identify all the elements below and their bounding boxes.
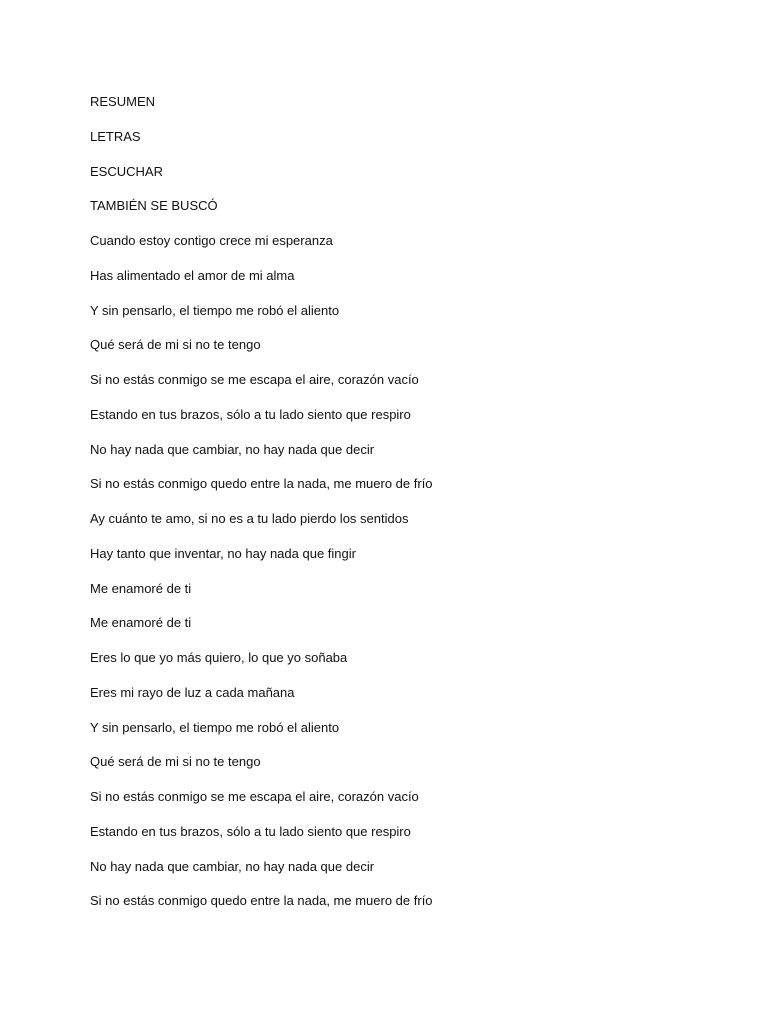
- heading-tambien-se-busco: TAMBIÉN SE BUSCÓ: [90, 198, 218, 214]
- lyric-line: Y sin pensarlo, el tiempo me robó el aliento: [90, 719, 340, 735]
- lyric-line: Has alimentado el amor de mi alma: [90, 267, 295, 283]
- lyric-line: No hay nada que cambiar, no hay nada que decir: [90, 858, 375, 874]
- lyric-line: Me enamoré de ti: [90, 580, 192, 596]
- lyric-line: Hay tanto que inventar, no hay nada que fingir: [90, 545, 356, 561]
- lyric-line: Si no estás conmigo quedo entre la nada, me muero de frío: [90, 476, 433, 492]
- lyric-line: No hay nada que cambiar, no hay nada que decir: [90, 441, 375, 457]
- lyric-line: Estando en tus brazos, sólo a tu lado siento que respiro: [90, 823, 411, 839]
- lyric-line: Qué será de mi si no te tengo: [90, 754, 261, 770]
- heading-letras: LETRAS: [90, 128, 141, 144]
- lyric-line: Eres mi rayo de luz a cada mañana: [90, 684, 295, 700]
- heading-resumen: RESUMEN: [90, 94, 156, 109]
- lyric-line: Si no estás conmigo se me escapa el aire, corazón vacío: [90, 789, 419, 804]
- lyric-line: Estando en tus brazos, sólo a tu lado siento que respiro: [90, 406, 411, 422]
- lyric-line: Si no estás conmigo se me escapa el aire, corazón vacío: [90, 372, 419, 387]
- lyric-line: Cuando estoy contigo crece mi esperanza: [90, 233, 333, 248]
- lyrics-text-block: [90, 92, 433, 926]
- lyric-line: Si no estás conmigo quedo entre la nada, me muero de frío: [90, 893, 433, 909]
- lyric-line: Me enamoré de ti: [90, 615, 192, 631]
- lyric-line: Ay cuánto te amo, si no es a tu lado pierdo los sentidos: [90, 511, 409, 526]
- lyric-line: Eres lo que yo más quiero, lo que yo soñaba: [90, 650, 348, 665]
- heading-escuchar: ESCUCHAR: [90, 163, 163, 179]
- lyric-line: Y sin pensarlo, el tiempo me robó el aliento: [90, 302, 340, 318]
- lyric-line: Qué será de mi si no te tengo: [90, 337, 261, 353]
